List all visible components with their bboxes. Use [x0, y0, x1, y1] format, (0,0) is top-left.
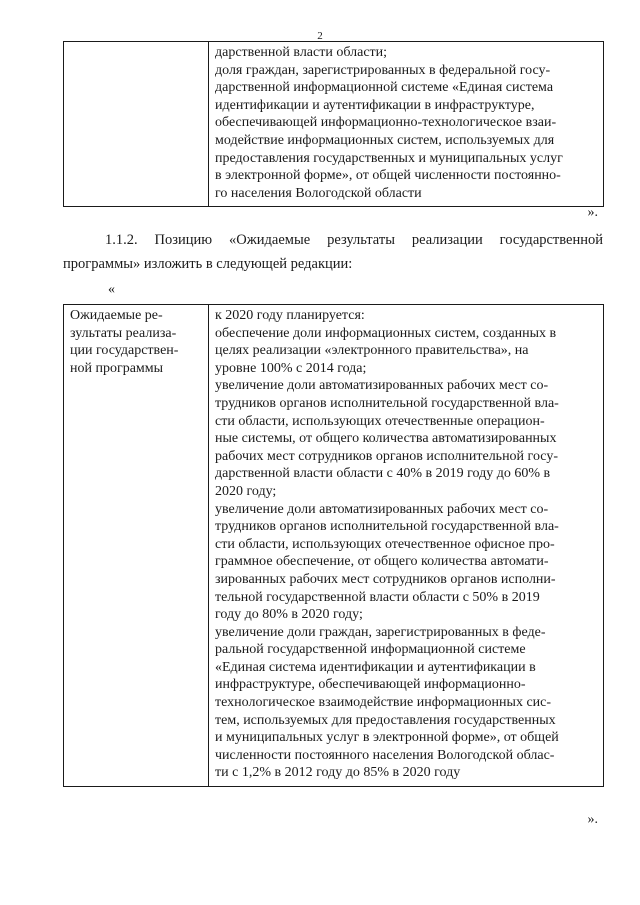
text-line: трудников органов исполнительной государственной вла- [215, 519, 559, 535]
text-line: го населения Вологодской области [215, 185, 422, 201]
table-right-cell [209, 305, 604, 787]
text-line: зультаты реализа- [70, 325, 177, 341]
text-line: технологическое взаимодействие информационных сис- [215, 695, 552, 711]
table-left-cell [64, 305, 209, 787]
text-line: рабочих мест сотрудников органов исполнительной госу- [215, 448, 558, 464]
text-line: тельной государственной власти области с 50% в 2019 [215, 589, 540, 605]
text-line: увеличение доли автоматизированных рабочих мест со- [215, 378, 549, 394]
closing-quote: ». [587, 205, 598, 220]
text-line: граммное обеспечение, от общего количества автомати- [215, 554, 549, 570]
closing-quote: ». [587, 812, 598, 827]
text-line: сти области, использующих отечественное офисное про- [215, 536, 555, 552]
text-line: ные системы, от общего количества автоматизированных [215, 431, 557, 447]
text-line: ральной государственной информационной системе [215, 642, 526, 658]
text-line: увеличение доли автоматизированных рабочих мест со- [215, 501, 549, 517]
text-line: дарственной власти области; [215, 45, 388, 60]
text-line: тем, используемых для предоставления государственных [215, 712, 556, 728]
text-line: трудников органов исполнительной государственной вла- [215, 395, 559, 411]
table-left-cell-empty [64, 42, 209, 207]
table-row [64, 42, 604, 207]
text-line: сти области, использующих отечественные операцион- [215, 413, 545, 429]
text-line: модействие информационных систем, используемых для [215, 132, 555, 148]
page-number: 2 [317, 30, 323, 42]
text-line: инфраструктуре, обеспечивающей информационно- [215, 677, 526, 693]
text-line: ной программы [70, 360, 164, 376]
text-line: дарственной власти области с 40% в 2019 году до 60% в [215, 466, 551, 482]
table-row [64, 305, 604, 787]
text-line: «Единая система идентификации и аутентификации в [215, 659, 536, 675]
text-line: уровне 100% с 2014 года; [215, 360, 367, 376]
text-line: увеличение доли граждан, зарегистрированных в феде- [215, 624, 546, 640]
text-line: ти с 1,2% в 2012 году до 85% в 2020 году [215, 765, 461, 781]
opening-quote: « [108, 282, 115, 297]
text-line: идентификации и аутентификации в инфраструктуре, [215, 97, 535, 113]
text-line: дарственной информационной системе «Единая система [215, 80, 554, 96]
text-line: и муниципальных услуг в электронной форме», от общей [215, 730, 559, 746]
text-line: к 2020 году планируется: [215, 308, 365, 323]
text-line: численности постоянного населения Вологодской облас- [215, 747, 555, 763]
text-line: целях реализации «электронного правительства», на [215, 343, 529, 359]
text-line: 2020 году; [215, 483, 277, 499]
text-line: году до 80% в 2020 году; [215, 607, 363, 623]
text-line: Ожидаемые ре- [70, 308, 163, 323]
amendment-paragraph: 1.1.2. Позицию «Ожидаемые результаты реализации государственной программы» изложить в следующей редакции: [63, 232, 603, 272]
text-line: обеспечивающей информационно-технологическое взаи- [215, 115, 557, 131]
table-right-cell [209, 42, 604, 207]
text-line: доля граждан, зарегистрированных в федеральной госу- [215, 62, 551, 78]
text-line: в электронной форме», от общей численности постоянно- [215, 168, 561, 184]
text-line: ции государствен- [70, 343, 179, 359]
text-line: обеспечение доли информационных систем, созданных в [215, 325, 557, 341]
expected-results-table [63, 304, 604, 787]
text-line: предоставления государственных и муниципальных услуг [215, 150, 563, 166]
text-line: зированных рабочих мест сотрудников органов исполни- [215, 571, 556, 587]
continuation-table [63, 41, 604, 207]
